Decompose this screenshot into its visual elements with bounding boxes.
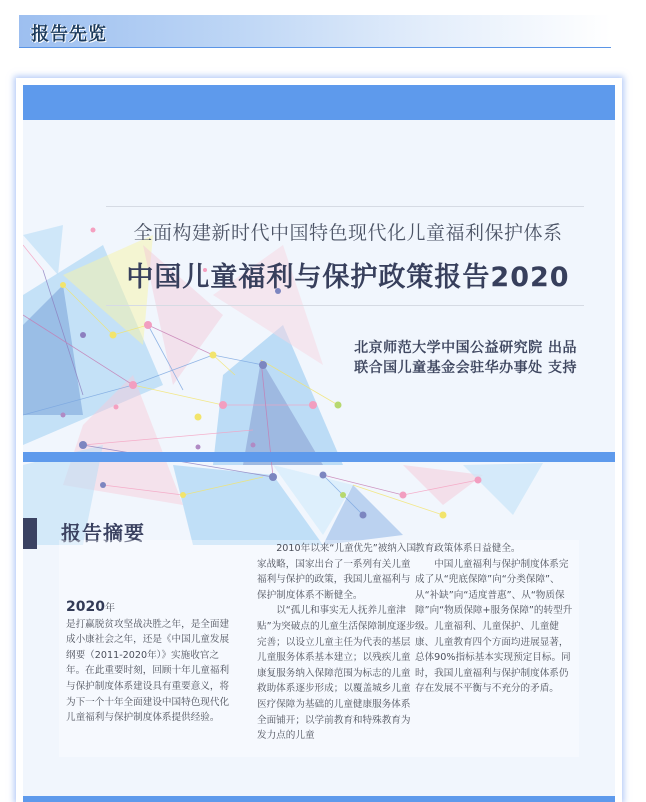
- credit-publisher: 北京师范大学中国公益研究院 出品: [354, 340, 577, 356]
- title-rule-bottom: [106, 305, 584, 306]
- report-credits: [354, 338, 577, 378]
- abstract-column-3: [415, 541, 575, 697]
- section-header-title: 报告先览: [31, 24, 107, 45]
- report-title: 中国儿童福利与保护政策报告2020: [126, 262, 570, 293]
- abstract-col2-paragraph-2: 以“孤儿和事实无人抚养儿童津贴”为突破点的儿童生活保障制度逐步完善；以设立儿童主任为代表的基层儿童服务体系基本建立；以残疾儿童康复服务纳入保障范围为标志的儿童救助体系逐步形成；以覆盖城乡儿童医疗保障为基础的儿童健康服务体系全面铺开；以学前教育和特殊教育为发力点的儿童: [257, 605, 416, 742]
- abstract-year: 2020: [66, 599, 105, 615]
- report-cover-page: [23, 85, 615, 802]
- abstract-col3-paragraph-1: 教育政策体系日益健全。: [415, 543, 521, 554]
- report-preview-frame: [16, 78, 622, 802]
- geometric-network-decoration: [23, 85, 615, 545]
- abstract-heading: 报告摘要: [61, 521, 145, 545]
- bottom-accent-bar: [23, 796, 615, 802]
- abstract-col2-paragraph-1: 2010年以来“儿童优先”被纳入国家战略，国家出台了一系列有关儿童福利与保护的政策，我国儿童福利与保护制度体系不断健全。: [257, 543, 417, 601]
- middle-accent-bar: [23, 452, 615, 462]
- abstract-column-2: [257, 541, 417, 744]
- credit-supporter: 联合国儿童基金会驻华办事处 支持: [354, 360, 577, 376]
- section-header: [19, 15, 611, 48]
- abstract-column-1: [66, 600, 231, 726]
- report-subtitle: 全面构建新时代中国特色现代化儿童福利保护体系: [133, 222, 563, 244]
- abstract-col1-paragraph: 是打赢脱贫攻坚战决胜之年，是全面建成小康社会之年，还是《中国儿童发展纲要（2011-2020年）》实施收官之年。在此重要时刻，回顾十年儿童福利与保护制度体系建设具有重要意义，将为下一个十年全面建设中国特色现代化儿童福利与保护制度体系提供经验。: [66, 618, 230, 724]
- abstract-col3-paragraph-2: 中国儿童福利与保护制度体系完成了从“兜底保障”向“分类保障”、从“补缺”向“适度普惠”、从“物质保障”向“物质保障+服务保障”的转型升级。儿童福利、儿童保护、儿童健康、儿童教育四个方面均进展显著，总体90%指标基本实现预定目标。同时，我国儿童福利与保护制度体系仍存在发展不平衡与不充分的矛盾。: [415, 558, 573, 695]
- abstract-year-suffix: 年: [104, 603, 115, 614]
- title-rule-top: [106, 206, 584, 207]
- abstract-heading-marker: [23, 518, 37, 549]
